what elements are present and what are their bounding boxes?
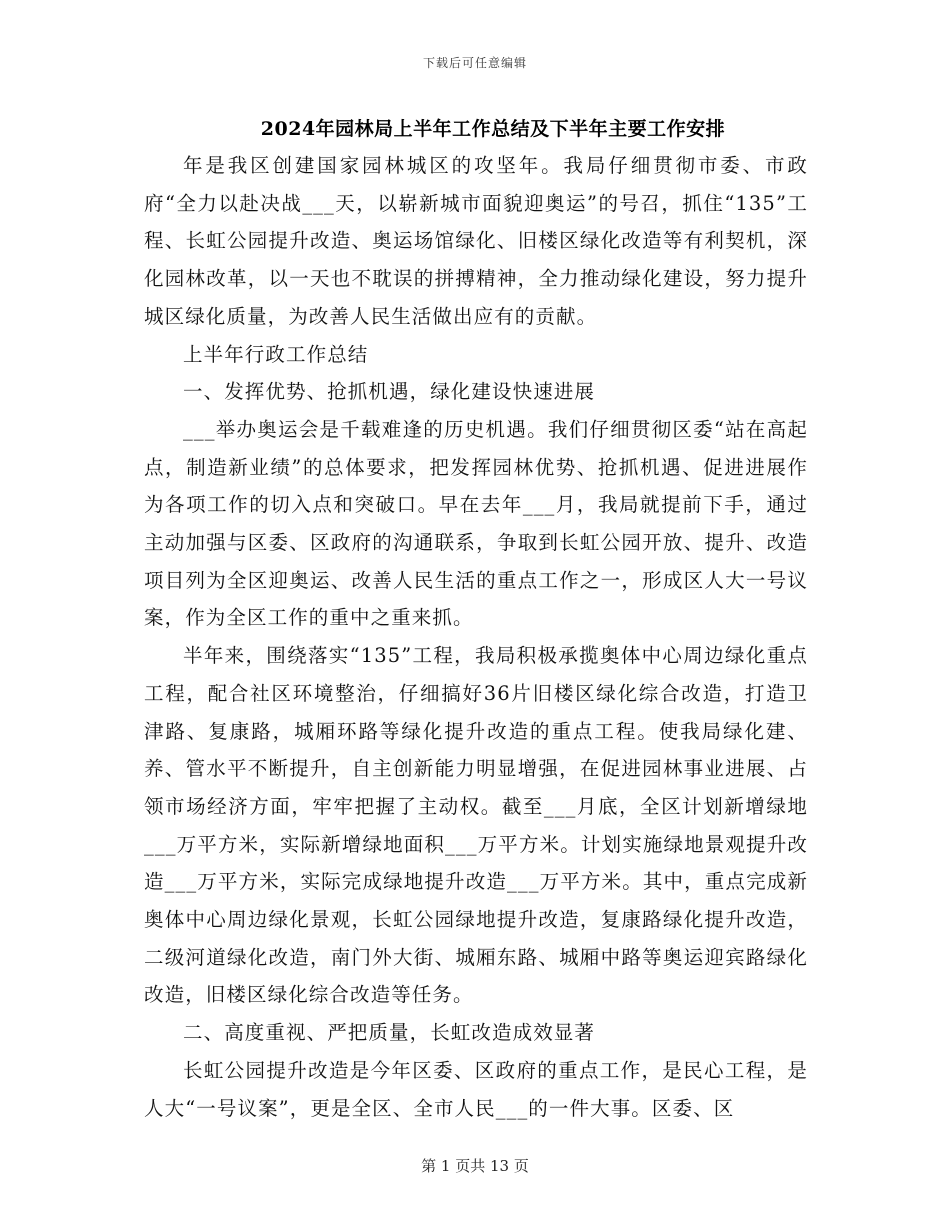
section-heading-2: 二、高度重视、严把质量，长虹改造成效显著 [183, 1021, 596, 1045]
paragraph-half-year: 半年来，围绕落实“135”工程，我局积极承揽奥体中心周边绿化重点工程，配合社区环境整治，仔细搞好36片旧楼区绿化综合改造，打造卫津路、复康路，城厢环路等绿化提升改造的重点工程。使我局绿化建、养、管水平不断提升，自主创新能力明显增强，在促进园林事业进展、占领市场经济方面，牢牢把握了主动权。截至___月底，全区计划新增绿地___万平方米，实际新增绿地面积___万平方米。计划实施绿地景观提升改造___万平方米，实际完成绿地提升改造___万平方米。其中，重点完成新奥体中心周边绿化景观，长虹公园绿地提升改造，复康路绿化提升改造，二级河道绿化改造，南门外大街、城厢东路、城厢中路等奥运迎宾路绿化改造，旧楼区绿化综合改造等任务。 [144, 644, 808, 1007]
section-heading-1: 一、发挥优势、抢抓机遇，绿化建设快速进展 [183, 380, 596, 404]
section-heading-summary: 上半年行政工作总结 [183, 342, 369, 366]
document-body [144, 147, 808, 1127]
paragraph-intro: 年是我区创建国家园林城区的攻坚年。我局仔细贯彻市委、市政府“全力以赴决战___天，以崭新城市面貌迎奥运”的号召，抓住“135”工程、长虹公园提升改造、奥运场馆绿化、旧楼区绿化改造等有利契机，深化园林改革，以一天也不耽误的拼搏精神，全力推动绿化建设，努力提升城区绿化质量，为改善人民生活做出应有的贡献。 [144, 154, 808, 328]
header-note: 下载后可任意编辑 [422, 56, 527, 70]
document-title: 2024年园林局上半年工作总结及下半年主要工作安排 [260, 118, 726, 140]
paragraph-changhong: 长虹公园提升改造是今年区委、区政府的重点工作，是民心工程，是人大“一号议案”，更是全区、全市人民___的一件大事。区委、区 [144, 1058, 808, 1120]
page-number: 第 1 页共 13 页 [421, 1157, 529, 1175]
paragraph-olympics: ___举办奥运会是千载难逢的历史机遇。我们仔细贯彻区委“站在高起点，制造新业绩”的总体要求，把发挥园林优势、抢抓机遇、促进进展作为各项工作的切入点和突破口。早在去年___月，我局就提前下手，通过主动加强与区委、区政府的沟通联系，争取到长虹公园开放、提升、改造项目列为全区迎奥运、改善人民生活的重点工作之一，形成区人大一号议案，作为全区工作的重中之重来抓。 [144, 417, 808, 630]
